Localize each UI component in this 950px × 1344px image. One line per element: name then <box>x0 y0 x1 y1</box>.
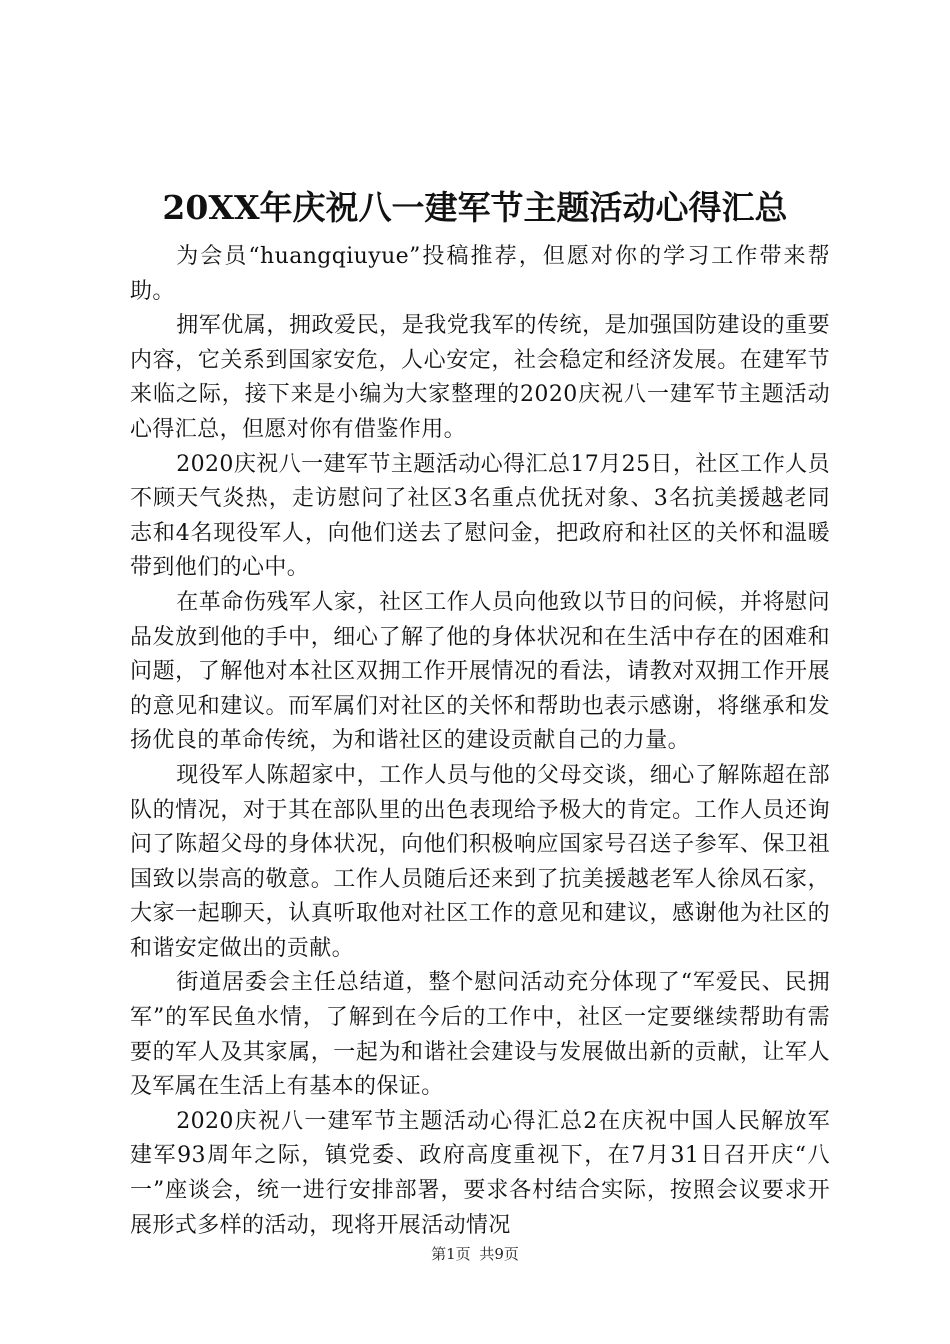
page-number: 第1页 <box>431 1245 471 1263</box>
paragraph-disabled-veteran: 在革命伤残军人家，社区工作人员向他致以节日的问候，并将慰问品发放到他的手中，细心了解了他的身体状况和在生活中存在的困难和问题，了解他对本社区双拥工作开展情况的看法，请教对双拥工作开展的意见和建议。而军属们对社区的关怀和帮助也表示感谢，将继承和发扬优良的革命传统，为和谐社区的建设贡献自己的力量。 <box>130 589 830 754</box>
paragraph-active-soldier: 现役军人陈超家中，工作人员与他的父母交谈，细心了解陈超在部队的情况，对于其在部队里的出色表现给予极大的肯定。工作人员还询问了陈超父母的身体状况，向他们积极响应国家号召送子参军、保卫祖国致以崇高的敬意。工作人员随后还来到了抗美援越老军人徐凤石家，大家一起聊天，认真听取他对社区工作的意见和建议，感谢他为社区的和谐安定做出的贡献。 <box>130 762 830 961</box>
document-body <box>130 240 830 1243</box>
paragraph-second-report: 2020庆祝八一建军节主题活动心得汇总2在庆祝中国人民解放军建军93周年之际，镇党委、政府高度重视下，在7月31日召开庆“八一”座谈会，统一进行安排部署，要求各村结合实际，按照会议要求开展形式多样的活动，现将开展活动情况 <box>130 1108 830 1238</box>
paragraph-visit: 2020庆祝八一建军节主题活动心得汇总17月25日，社区工作人员不顾天气炎热，走访慰问了社区3名重点优抚对象、3名抗美援越老同志和4名现役军人，向他们送去了慰问金，把政府和社区的关怀和温暖带到他们的心中。 <box>130 451 830 581</box>
page-total: 共9页 <box>479 1245 519 1263</box>
paragraph-summary: 街道居委会主任总结道，整个慰问活动充分体现了“军爱民、民拥军”的军民鱼水情，了解到在今后的工作中，社区一定要继续帮助有需要的军人及其家属，一起为和谐社会建设与发展做出新的贡献，让军人及军属在生活上有基本的保证。 <box>130 970 830 1100</box>
paragraph-tradition: 拥军优属，拥政爱民，是我党我军的传统，是加强国防建设的重要内容，它关系到国家安危，人心安定，社会稳定和经济发展。在建军节来临之际，接下来是小编为大家整理的2020庆祝八一建军节主题活动心得汇总，但愿对你有借鉴作用。 <box>130 313 830 442</box>
page-footer <box>0 1244 950 1264</box>
document-title: 20XX年庆祝八一建军节主题活动心得汇总 <box>162 188 788 227</box>
paragraph-intro: 为会员“huangqiuyue”投稿推荐，但愿对你的学习工作带来帮助。 <box>130 244 830 304</box>
